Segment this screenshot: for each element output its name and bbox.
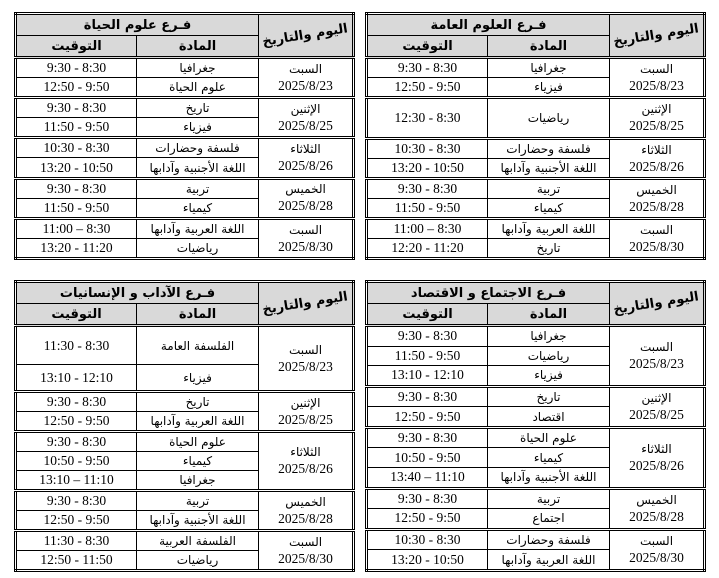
- time-cell: 9:30 - 8:30: [16, 178, 137, 198]
- subject-cell: تاريخ: [488, 239, 610, 259]
- subject-cell: رياضيات: [488, 346, 610, 366]
- day-date-cell: [610, 326, 705, 387]
- schedule-row: [367, 98, 705, 139]
- time-cell: 9:30 - 8:30: [367, 427, 488, 448]
- time-cell: 12:50 - 9:50: [367, 509, 488, 530]
- schedule-row: [367, 219, 705, 239]
- time-cell: 11:30 - 8:30: [16, 326, 137, 365]
- branch-table-sociology-economics: [365, 280, 706, 572]
- subject-cell: رياضيات: [488, 98, 610, 139]
- subject-cell: كيمياء: [488, 448, 610, 468]
- time-cell: 11:50 - 9:50: [16, 118, 137, 138]
- time-column-header: التوقيت: [16, 304, 137, 326]
- day-date: 2025/8/26: [278, 461, 333, 477]
- time-column-header: التوقيت: [367, 36, 488, 58]
- day-date: 2025/8/23: [278, 77, 333, 93]
- subject-cell: فيزياء: [137, 365, 259, 392]
- day-name: الإثنين: [641, 390, 672, 405]
- subject-cell: اللغة الأجنبية وآدابها: [488, 467, 610, 488]
- schedule-row: [367, 139, 705, 159]
- day-date: 2025/8/26: [629, 458, 684, 474]
- day-date-header-label: اليوم والتاريخ: [261, 289, 350, 318]
- subject-cell: اللغة العربية وآدابها: [488, 550, 610, 571]
- day-name: الثلاثاء: [641, 142, 672, 157]
- time-cell: 13:20 - 10:50: [367, 159, 488, 179]
- schedule-row: [367, 427, 705, 448]
- day-date-cell: [259, 178, 354, 218]
- branch-table-arts-humanities: [14, 280, 355, 572]
- day-date-header-label: اليوم والتاريخ: [612, 289, 701, 318]
- day-name: الإثنين: [290, 101, 321, 116]
- schedule-row: [16, 491, 354, 511]
- day-date: 2025/8/30: [629, 550, 684, 566]
- subject-cell: تربية: [488, 179, 610, 199]
- branch-table-life-sciences: [14, 12, 355, 260]
- branch-title: فـرع الاجتماع و الاقتصاد: [367, 282, 610, 304]
- time-cell: 13:20 - 10:50: [16, 158, 137, 178]
- time-cell: 13:20 - 11:20: [16, 238, 137, 258]
- day-date: 2025/8/28: [278, 510, 333, 526]
- day-date-cell: [259, 58, 354, 98]
- schedule-row: [16, 326, 354, 365]
- day-date: 2025/8/26: [629, 158, 684, 174]
- day-name: السبت: [639, 61, 674, 76]
- day-date: 2025/8/30: [278, 238, 333, 254]
- day-date-header-label: اليوم والتاريخ: [261, 21, 350, 50]
- day-name: السبت: [639, 339, 674, 354]
- subject-cell: فيزياء: [137, 118, 259, 138]
- day-date-cell: [610, 179, 705, 219]
- schedule-row: [16, 432, 354, 452]
- day-date-header-label: اليوم والتاريخ: [612, 21, 701, 50]
- time-cell: 10:50 - 9:50: [16, 452, 137, 471]
- day-date-cell: [610, 386, 705, 427]
- day-name: السبت: [639, 533, 674, 548]
- subject-cell: كيمياء: [488, 199, 610, 219]
- time-cell: 10:50 - 9:50: [367, 448, 488, 468]
- time-cell: 12:20 - 11:20: [367, 239, 488, 259]
- time-cell: 9:30 - 8:30: [16, 432, 137, 452]
- schedule-body: [16, 326, 354, 571]
- schedule-row: [16, 392, 354, 412]
- schedule-body: [16, 58, 354, 259]
- subject-cell: اللغة الأجنبية وآدابها: [137, 511, 259, 531]
- day-date: 2025/8/25: [629, 118, 684, 134]
- schedule-row: [367, 529, 705, 550]
- day-date-cell: [259, 491, 354, 531]
- time-cell: 12:30 - 8:30: [367, 98, 488, 139]
- schedule-row: [367, 58, 705, 78]
- time-cell: 12:50 - 9:50: [16, 511, 137, 531]
- subject-cell: تاريخ: [137, 392, 259, 412]
- schedule-row: [16, 531, 354, 551]
- day-name: الخميس: [285, 182, 326, 197]
- branch-table-general-sciences: [365, 12, 706, 260]
- time-cell: 12:50 - 9:50: [16, 78, 137, 98]
- schedule-row: [367, 326, 705, 347]
- day-date: 2025/8/28: [629, 508, 684, 524]
- schedule-row: [367, 386, 705, 407]
- time-cell: 12:50 - 9:50: [16, 412, 137, 432]
- time-cell: 12:50 - 9:50: [367, 407, 488, 428]
- time-cell: 9:30 - 8:30: [16, 58, 137, 78]
- time-cell: 12:50 - 11:50: [16, 551, 137, 571]
- subject-cell: رياضيات: [137, 238, 259, 258]
- day-date-cell: [610, 488, 705, 529]
- subject-cell: اقتصاد: [488, 407, 610, 428]
- day-name: السبت: [288, 222, 323, 237]
- day-name: السبت: [288, 534, 323, 549]
- time-column-header: التوقيت: [16, 36, 137, 58]
- day-date-cell: [259, 392, 354, 432]
- day-name: الإثنين: [290, 395, 321, 410]
- subject-cell: اللغة العربية وآدابها: [488, 219, 610, 239]
- schedule-row: [367, 488, 705, 509]
- day-date-cell: [610, 427, 705, 488]
- day-date: 2025/8/28: [629, 198, 684, 214]
- day-date-cell: [259, 432, 354, 491]
- time-cell: 11:00 – 8:30: [16, 218, 137, 238]
- subject-cell: جغرافيا: [488, 326, 610, 347]
- subject-cell: اللغة العربية وآدابها: [137, 412, 259, 432]
- day-date: 2025/8/26: [278, 158, 333, 174]
- subject-cell: فلسفة وحضارات: [488, 139, 610, 159]
- subject-column-header: المادة: [488, 36, 610, 58]
- day-name: السبت: [639, 222, 674, 237]
- time-cell: 13:40 – 11:10: [367, 467, 488, 488]
- day-date-cell: [610, 219, 705, 259]
- time-cell: 9:30 - 8:30: [367, 179, 488, 199]
- subject-cell: علوم الحياة: [137, 432, 259, 452]
- day-date: 2025/8/25: [278, 411, 333, 427]
- subject-cell: رياضيات: [137, 551, 259, 571]
- day-date-cell: [610, 98, 705, 139]
- subject-cell: تاريخ: [137, 98, 259, 118]
- day-date-cell: [259, 98, 354, 138]
- time-cell: 9:30 - 8:30: [16, 98, 137, 118]
- day-name: الخميس: [285, 494, 326, 509]
- time-cell: 11:50 - 9:50: [367, 199, 488, 219]
- day-date-cell: [610, 139, 705, 179]
- time-cell: 9:30 - 8:30: [367, 386, 488, 407]
- subject-cell: جغرافيا: [488, 58, 610, 78]
- day-date: 2025/8/25: [629, 407, 684, 423]
- subject-cell: اللغة الأجنبية وآدابها: [488, 159, 610, 179]
- time-cell: 11:30 - 8:30: [16, 531, 137, 551]
- time-cell: 10:30 - 8:30: [367, 139, 488, 159]
- day-date: 2025/8/23: [278, 358, 333, 374]
- time-cell: 10:30 - 8:30: [16, 138, 137, 158]
- schedule-row: [367, 179, 705, 199]
- day-name: الإثنين: [641, 102, 672, 117]
- subject-cell: كيمياء: [137, 198, 259, 218]
- time-cell: 9:30 - 8:30: [367, 326, 488, 347]
- subject-cell: كيمياء: [137, 452, 259, 471]
- day-name: الخميس: [636, 182, 677, 197]
- day-date: 2025/8/30: [278, 550, 333, 566]
- subject-cell: تربية: [137, 178, 259, 198]
- time-cell: 9:30 - 8:30: [16, 491, 137, 511]
- day-date-column-header: [610, 282, 705, 326]
- time-cell: 13:10 - 12:10: [16, 365, 137, 392]
- time-cell: 10:30 - 8:30: [367, 529, 488, 550]
- time-cell: 9:30 - 8:30: [367, 488, 488, 509]
- day-date-cell: [259, 531, 354, 571]
- subject-cell: جغرافيا: [137, 471, 259, 491]
- day-date-cell: [610, 58, 705, 98]
- time-cell: 13:20 - 10:50: [367, 550, 488, 571]
- time-cell: 13:10 – 11:10: [16, 471, 137, 491]
- day-name: الثلاثاء: [290, 142, 321, 157]
- day-date: 2025/8/28: [278, 198, 333, 214]
- time-cell: 9:30 - 8:30: [16, 392, 137, 412]
- subject-column-header: المادة: [488, 304, 610, 326]
- day-name: السبت: [288, 342, 323, 357]
- subject-column-header: المادة: [137, 304, 259, 326]
- time-cell: 12:50 - 9:50: [367, 78, 488, 98]
- day-name: الخميس: [636, 492, 677, 507]
- subject-cell: فلسفة وحضارات: [137, 138, 259, 158]
- schedule-row: [16, 138, 354, 158]
- schedule-body: [367, 58, 705, 259]
- subject-cell: تربية: [488, 488, 610, 509]
- subject-cell: اللغة الأجنبية وآدابها: [137, 158, 259, 178]
- schedule-row: [16, 218, 354, 238]
- day-date-column-header: [610, 14, 705, 58]
- day-date: 2025/8/25: [278, 118, 333, 134]
- subject-cell: تاريخ: [488, 386, 610, 407]
- subject-cell: علوم الحياة: [137, 78, 259, 98]
- branch-title: فـرع الآداب و الإنسانيات: [16, 282, 259, 304]
- time-cell: 9:30 - 8:30: [367, 58, 488, 78]
- day-name: الثلاثاء: [290, 445, 321, 460]
- branch-title: فـرع العلوم العامة: [367, 14, 610, 36]
- schedule-row: [16, 98, 354, 118]
- subject-cell: الفلسفة العامة: [137, 326, 259, 365]
- day-date: 2025/8/30: [629, 238, 684, 254]
- subject-cell: فلسفة وحضارات: [488, 529, 610, 550]
- subject-cell: جغرافيا: [137, 58, 259, 78]
- day-name: السبت: [288, 61, 323, 76]
- subject-cell: الفلسفة العربية: [137, 531, 259, 551]
- time-cell: 11:50 - 9:50: [367, 346, 488, 366]
- time-cell: 11:50 - 9:50: [16, 198, 137, 218]
- day-date-cell: [610, 529, 705, 570]
- day-date-column-header: [259, 282, 354, 326]
- subject-cell: علوم الحياة: [488, 427, 610, 448]
- time-cell: 13:10 - 12:10: [367, 366, 488, 387]
- day-date-cell: [259, 326, 354, 392]
- time-cell: 11:00 – 8:30: [367, 219, 488, 239]
- branch-title: فـرع علوم الحياة: [16, 14, 259, 36]
- subject-column-header: المادة: [137, 36, 259, 58]
- day-date-column-header: [259, 14, 354, 58]
- day-date: 2025/8/23: [629, 77, 684, 93]
- day-date-cell: [259, 138, 354, 178]
- schedule-row: [16, 178, 354, 198]
- subject-cell: فيزياء: [488, 78, 610, 98]
- schedule-body: [367, 326, 705, 571]
- subject-cell: اللغة العربية وآدابها: [137, 218, 259, 238]
- day-name: الثلاثاء: [641, 441, 672, 456]
- subject-cell: تربية: [137, 491, 259, 511]
- day-date-cell: [259, 218, 354, 258]
- subject-cell: اجتماع: [488, 509, 610, 530]
- day-date: 2025/8/23: [629, 356, 684, 372]
- schedule-row: [16, 58, 354, 78]
- subject-cell: فيزياء: [488, 366, 610, 387]
- time-column-header: التوقيت: [367, 304, 488, 326]
